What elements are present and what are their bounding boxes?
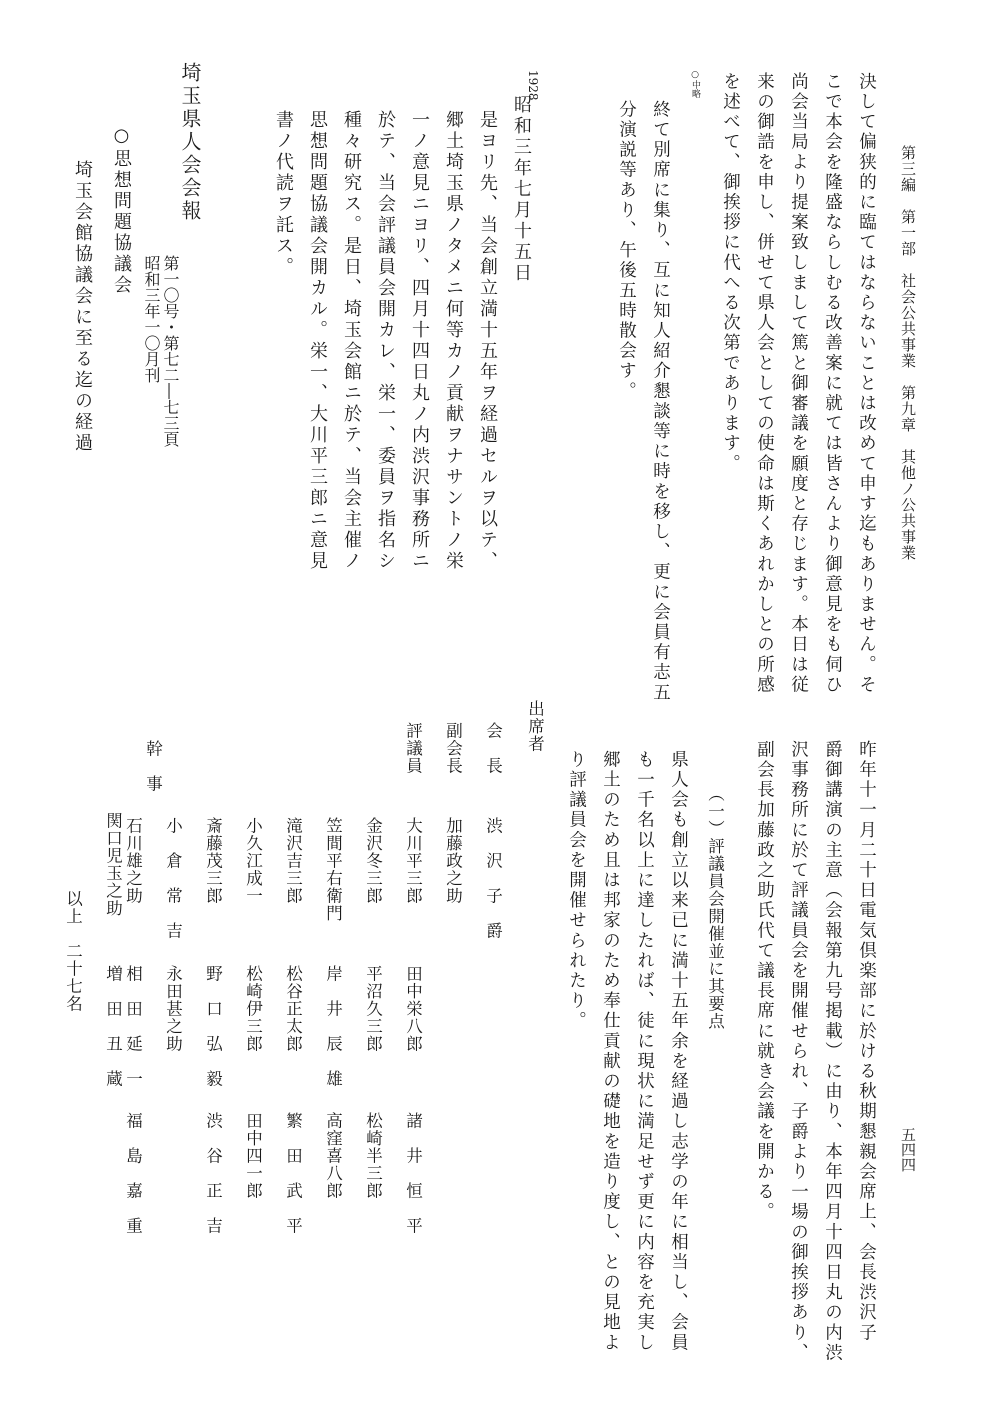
body-line: も一千名以上に達したれば、徒に現状に満足せず更に内容を充実し — [634, 750, 655, 1353]
attendee-name: 相 田 延 一 — [123, 965, 143, 1088]
attendee-role: 副会長 — [443, 722, 463, 775]
attendee-name: 渋 沢 子 爵 — [483, 817, 503, 940]
record-line: 是ヨリ先、当会創立満十五年ヲ経過セルヲ以テ、 — [477, 110, 498, 572]
attendee-name: 岸 井 辰 雄 — [323, 965, 343, 1088]
attendee-role: 会 長 — [483, 722, 503, 775]
attendee-name: 諸 井 恒 平 — [403, 1112, 423, 1235]
section-subheading: 埼玉会館協議会に至る迄の経過 — [72, 160, 93, 454]
page-number: 五四四 — [899, 1127, 917, 1172]
attendee-name: 田中栄八郎 — [403, 965, 423, 1053]
record-line: 思想問題協議会開カル。栄一、大川平三郎ニ意見 — [307, 110, 328, 572]
body-line: り評議員会を開催せられたり。 — [566, 750, 587, 1032]
attendee-name: 金沢冬三郎 — [363, 817, 383, 905]
attendee-role: 幹 事 — [143, 740, 163, 793]
record-line: 種々研究ス。是日、埼玉会館ニ於テ、当会主催ノ — [341, 110, 362, 572]
intro-line: 副会長加藤政之助氏代て議長席に就き会議を開かる。 — [754, 740, 775, 1223]
year-note: 1928 — [526, 70, 540, 101]
attendee-name: 笠間平右衛門 — [323, 817, 343, 922]
attendee-name: 小久江成一 — [243, 817, 263, 905]
attendee-name: 斎藤茂三郎 — [203, 817, 223, 905]
attendee-name: 平沼久三郎 — [363, 965, 383, 1053]
body-line: 決して偏狭的に臨てはならないことは改めて申す迄もありません。そ — [856, 72, 877, 696]
date-line: 昭和三年七月十五日 — [511, 95, 532, 284]
source-title: 埼玉県人会会報 — [178, 62, 202, 223]
attendee-name: 田中四一郎 — [243, 1112, 263, 1200]
attendee-name: 増 田 丑 蔵 — [103, 965, 123, 1088]
source-detail: 昭和三年一〇月刊 — [142, 255, 161, 383]
record-line: 郷土埼玉県ノタメニ何等カノ貢献ヲナサントノ栄 — [443, 110, 464, 572]
attendee-name: 繁 田 武 平 — [283, 1112, 303, 1235]
closing-line: 終て別席に集り、互に知人紹介懇談等に時を移し、更に会員有志五 — [650, 100, 671, 703]
attendee-name: 松谷正太郎 — [283, 965, 303, 1053]
attendee-name: 高窪喜八郎 — [323, 1112, 343, 1200]
body-line: 郷土のため且は邦家のため奉仕貢献の礎地を造り度し、との見地よ — [600, 750, 621, 1353]
intro-line: 爵御講演の主意（会報第九号掲載）に由り、本年四月十四日丸の内渋 — [822, 740, 843, 1364]
source-detail: 第一〇号・第七二―七三頁 — [161, 255, 180, 447]
attendee-name: 福 島 嘉 重 — [123, 1112, 143, 1235]
attendee-name: 大川平三郎 — [403, 817, 423, 905]
attendee-name: 滝沢吉三郎 — [283, 817, 303, 905]
attendee-name: 関口児玉之助 — [103, 812, 123, 917]
record-line: 書ノ代読ヲ託ス。 — [273, 110, 294, 278]
attendee-name: 永田甚之助 — [163, 965, 183, 1053]
body-line: 県人会も創立以来已に満十五年余を経過し志学の年に相当し、会員 — [668, 750, 689, 1353]
attendee-name: 松崎伊三郎 — [243, 965, 263, 1053]
body-line: 尚会当局より提案致しまして篤と御審議を願度と存じます。本日は従 — [788, 72, 809, 696]
attendees-label: 出席者 — [525, 700, 545, 753]
section-heading: ○思想問題協議会 — [111, 125, 132, 296]
body-line: を述べて、御挨拶に代へる次第であります。 — [720, 72, 741, 474]
body-line: 来の御誥を申し、併せて県人会としての使命は斯くあれかしとの所感 — [754, 72, 775, 696]
running-title: 第三編 第一部 社会公共事業 第九章 其他ノ公共事業 — [899, 145, 917, 561]
attendee-name: 小 倉 常 吉 — [163, 817, 183, 940]
closing-line: 分演説等あり、午後五時散会す。 — [616, 100, 637, 402]
omission-note: ○中略 — [690, 70, 700, 98]
attendee-role: 評議員 — [403, 722, 423, 775]
attendee-name: 松崎半三郎 — [363, 1112, 383, 1200]
intro-line: 沢事務所に於て評議員会を開催せられ、子爵より一場の御挨拶あり、 — [788, 740, 809, 1364]
record-line: 一ノ意見ニヨリ、四月十四日丸ノ内渋沢事務所ニ — [409, 110, 430, 572]
subheading: （一）評議員会開催並に其要点 — [705, 785, 725, 1030]
attendee-name: 石川雄之助 — [123, 817, 143, 905]
attendee-name: 渋 谷 正 吉 — [203, 1112, 223, 1235]
attendee-total: 以上 二十七名 — [63, 890, 83, 1013]
attendee-name: 野 口 弘 毅 — [203, 965, 223, 1088]
record-line: 於テ、当会評議員会開カレ、栄一、委員ヲ指名シ — [375, 110, 396, 572]
body-line: こで本会を隆盛ならしむる改善案に就ては皆さんより御意見をも伺ひ — [822, 72, 843, 696]
attendee-name: 加藤政之助 — [443, 817, 463, 905]
intro-line: 昨年十一月二十日電気倶楽部に於ける秋期懇親会席上、会長渋沢子 — [856, 740, 877, 1343]
